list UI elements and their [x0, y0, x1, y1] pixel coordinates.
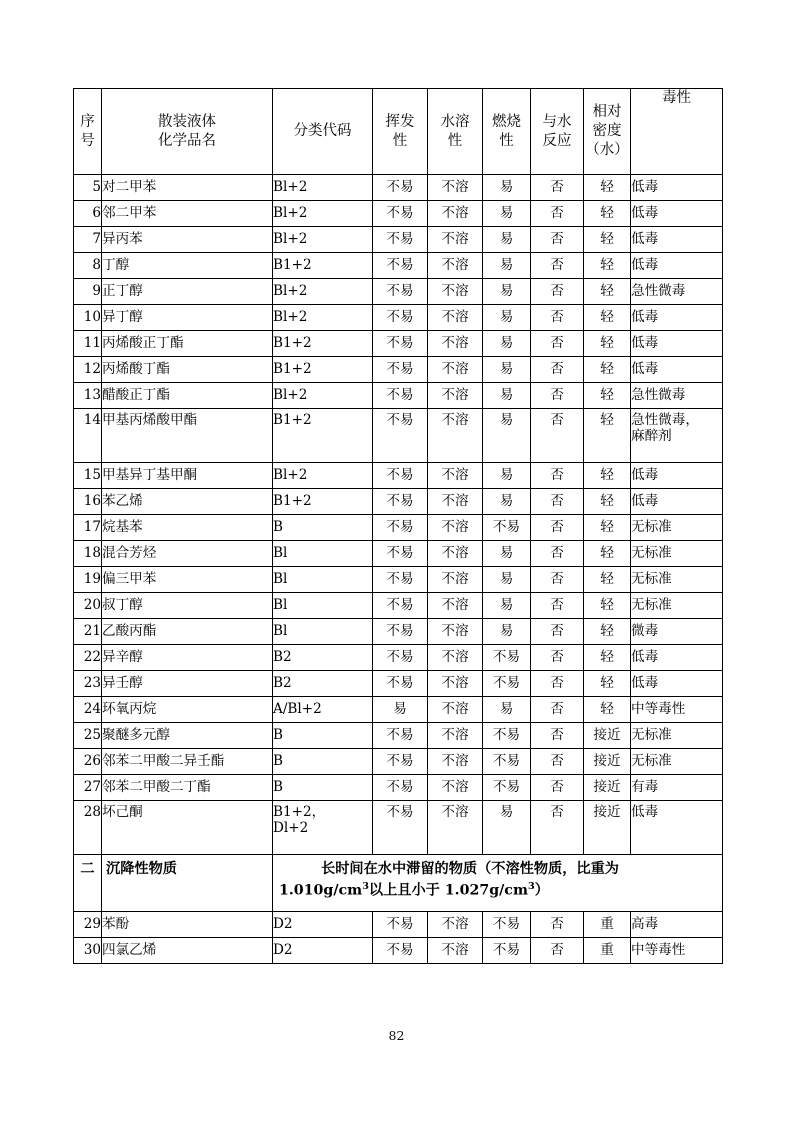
cell-relative-density: 接近: [584, 723, 631, 749]
cell-chemical-name: 邻苯二甲酸二丁酯: [102, 775, 273, 801]
cell-index: 6: [74, 201, 102, 227]
cell-relative-density: 轻: [584, 463, 631, 489]
table-body: [74, 175, 723, 964]
cell-solubility: 不溶: [428, 383, 483, 409]
cell-classification-code: B1+2， Dl+2: [273, 801, 373, 855]
cell-relative-density: 接近: [584, 749, 631, 775]
cell-toxicity: 有毒: [631, 775, 723, 801]
cell-solubility: 不溶: [428, 775, 483, 801]
cell-toxicity: 低毒: [631, 463, 723, 489]
header-volatility-line1: 挥发: [385, 113, 415, 130]
cell-solubility: 不溶: [428, 619, 483, 645]
cell-classification-code: Bl: [273, 567, 373, 593]
table-row: [74, 515, 723, 541]
cell-chemical-name: 丙烯酸正丁酯: [102, 331, 273, 357]
cell-classification-code: B2: [273, 645, 373, 671]
cell-toxicity: 低毒: [631, 357, 723, 383]
cell-solubility: 不溶: [428, 938, 483, 964]
table-row: [74, 331, 723, 357]
cell-toxicity: 微毒: [631, 619, 723, 645]
cell-combustibility: 易: [483, 593, 531, 619]
cell-classification-code: Bl+2: [273, 305, 373, 331]
cell-classification-code: A/Bl+2: [273, 697, 373, 723]
table-row: [74, 541, 723, 567]
table-row: [74, 357, 723, 383]
cell-classification-code: D2: [273, 912, 373, 938]
cell-classification-code: B1+2: [273, 253, 373, 279]
cell-relative-density: 轻: [584, 567, 631, 593]
page-number: 82: [388, 1028, 405, 1043]
cell-chemical-name: 叔丁醇: [102, 593, 273, 619]
cell-combustibility: 易: [483, 383, 531, 409]
cell-combustibility: 易: [483, 697, 531, 723]
cell-volatility: 不易: [373, 593, 428, 619]
table-header: [74, 89, 723, 175]
cell-toxicity: 中等毒性: [631, 938, 723, 964]
cell-relative-density: 轻: [584, 279, 631, 305]
cell-water-reaction: 否: [531, 912, 584, 938]
cell-index: 23: [74, 671, 102, 697]
section-title: 沉降性物质: [102, 855, 273, 912]
header-density-line2: 密度: [592, 123, 622, 140]
header-toxicity-line1: 毒性: [662, 90, 691, 106]
cell-relative-density: 轻: [584, 409, 631, 463]
cell-solubility: 不溶: [428, 463, 483, 489]
cell-index: 18: [74, 541, 102, 567]
cell-index: 5: [74, 175, 102, 201]
cell-solubility: 不溶: [428, 227, 483, 253]
cell-toxicity: 低毒: [631, 801, 723, 855]
cell-toxicity: 无标准: [631, 567, 723, 593]
cell-volatility: 不易: [373, 357, 428, 383]
cell-chemical-name: 乙酸丙酯: [102, 619, 273, 645]
cell-combustibility: 易: [483, 279, 531, 305]
cell-combustibility: 易: [483, 357, 531, 383]
cell-solubility: 不溶: [428, 801, 483, 855]
table-row: [74, 775, 723, 801]
cell-relative-density: 接近: [584, 801, 631, 855]
cell-relative-density: 轻: [584, 489, 631, 515]
cell-volatility: 不易: [373, 175, 428, 201]
cell-index: 21: [74, 619, 102, 645]
cell-toxicity: 低毒: [631, 253, 723, 279]
cell-volatility: 不易: [373, 253, 428, 279]
cell-solubility: 不溶: [428, 201, 483, 227]
cell-classification-code: Bl: [273, 593, 373, 619]
table-row: [74, 175, 723, 201]
cell-volatility: 不易: [373, 515, 428, 541]
cell-index: 25: [74, 723, 102, 749]
cell-toxicity: 无标准: [631, 541, 723, 567]
cell-solubility: 不溶: [428, 305, 483, 331]
cell-classification-code: B1+2: [273, 409, 373, 463]
cell-water-reaction: 否: [531, 383, 584, 409]
cell-water-reaction: 否: [531, 645, 584, 671]
cell-water-reaction: 否: [531, 567, 584, 593]
cell-water-reaction: 否: [531, 619, 584, 645]
cell-combustibility: 不易: [483, 645, 531, 671]
cell-chemical-name: 偏三甲苯: [102, 567, 273, 593]
cell-chemical-name: 环氧丙烷: [102, 697, 273, 723]
cell-index: 7: [74, 227, 102, 253]
section-description: [273, 855, 723, 912]
cell-classification-code: B: [273, 515, 373, 541]
cell-relative-density: 轻: [584, 253, 631, 279]
table-row: [74, 253, 723, 279]
cell-classification-code: B2: [273, 671, 373, 697]
cell-volatility: 不易: [373, 801, 428, 855]
header-solubility-line2: 性: [447, 132, 463, 149]
header-density-line3: （水）: [585, 141, 629, 158]
cell-volatility: 不易: [373, 749, 428, 775]
cell-relative-density: 轻: [584, 697, 631, 723]
cell-combustibility: 易: [483, 227, 531, 253]
cell-classification-code: Bl+2: [273, 227, 373, 253]
cell-chemical-name: 异丙苯: [102, 227, 273, 253]
cell-volatility: 不易: [373, 567, 428, 593]
cell-toxicity: 高毒: [631, 912, 723, 938]
table-row: [74, 409, 723, 463]
cell-water-reaction: 否: [531, 463, 584, 489]
cell-combustibility: 易: [483, 463, 531, 489]
cell-relative-density: 轻: [584, 671, 631, 697]
header-relative-density: [584, 89, 631, 175]
cell-combustibility: 不易: [483, 723, 531, 749]
cell-combustibility: 不易: [483, 671, 531, 697]
cell-toxicity: 低毒: [631, 489, 723, 515]
cell-relative-density: 轻: [584, 593, 631, 619]
header-name-line1: 散装液体: [158, 113, 216, 130]
cell-relative-density: 轻: [584, 383, 631, 409]
cell-index: 22: [74, 645, 102, 671]
cell-water-reaction: 否: [531, 671, 584, 697]
header-solubility-line1: 水溶: [440, 113, 470, 130]
header-code-line1: 分类代码: [293, 123, 352, 140]
table-row: [74, 912, 723, 938]
cell-toxicity: 急性微毒， 麻醉剂: [631, 409, 723, 463]
cell-relative-density: 轻: [584, 619, 631, 645]
cell-solubility: 不溶: [428, 567, 483, 593]
cell-toxicity: 低毒: [631, 175, 723, 201]
cell-relative-density: 轻: [584, 515, 631, 541]
cell-toxicity: 低毒: [631, 331, 723, 357]
cell-combustibility: 易: [483, 801, 531, 855]
table-row: [74, 938, 723, 964]
header-index: [74, 89, 102, 175]
table-row: [74, 567, 723, 593]
cell-classification-code: B: [273, 749, 373, 775]
header-solubility: [428, 89, 483, 175]
cell-combustibility: 易: [483, 201, 531, 227]
table-row: [74, 201, 723, 227]
cell-water-reaction: 否: [531, 175, 584, 201]
cell-volatility: 不易: [373, 383, 428, 409]
cell-classification-code: B1+2: [273, 357, 373, 383]
cell-volatility: 易: [373, 697, 428, 723]
table-row: [74, 801, 723, 855]
cell-combustibility: 易: [483, 567, 531, 593]
cell-toxicity: 急性微毒: [631, 383, 723, 409]
table-row: [74, 645, 723, 671]
cell-chemical-name: 正丁醇: [102, 279, 273, 305]
cell-chemical-name: 苯酚: [102, 912, 273, 938]
cell-chemical-name: 邻苯二甲酸二异壬酯: [102, 749, 273, 775]
cell-volatility: 不易: [373, 463, 428, 489]
cell-combustibility: 不易: [483, 749, 531, 775]
cell-classification-code: Bl+2: [273, 201, 373, 227]
header-toxicity: [631, 89, 723, 175]
header-volatility: [373, 89, 428, 175]
cell-volatility: 不易: [373, 409, 428, 463]
cell-index: 8: [74, 253, 102, 279]
cell-volatility: 不易: [373, 331, 428, 357]
table-row: [74, 383, 723, 409]
cell-solubility: 不溶: [428, 489, 483, 515]
cell-chemical-name: 醋酸正丁酯: [102, 383, 273, 409]
cell-chemical-name: 烷基苯: [102, 515, 273, 541]
header-combustibility: [483, 89, 531, 175]
bulk-liquid-chemicals-table: [73, 88, 723, 964]
table-row: [74, 749, 723, 775]
cell-solubility: 不溶: [428, 697, 483, 723]
cell-toxicity: 低毒: [631, 305, 723, 331]
cell-index: 30: [74, 938, 102, 964]
cell-combustibility: 不易: [483, 938, 531, 964]
cell-solubility: 不溶: [428, 515, 483, 541]
header-name-line2: 化学品名: [158, 132, 216, 149]
cell-toxicity: 急性微毒: [631, 279, 723, 305]
table-row: [74, 593, 723, 619]
cell-index: 14: [74, 409, 102, 463]
cell-solubility: 不溶: [428, 593, 483, 619]
cell-combustibility: 易: [483, 253, 531, 279]
cell-water-reaction: 否: [531, 749, 584, 775]
cell-index: 24: [74, 697, 102, 723]
cell-index: 20: [74, 593, 102, 619]
header-water-reaction-line2: 反应: [542, 132, 572, 149]
cell-water-reaction: 否: [531, 593, 584, 619]
cell-index: 10: [74, 305, 102, 331]
cell-classification-code: D2: [273, 938, 373, 964]
header-index-line2: 号: [80, 132, 95, 149]
cell-water-reaction: 否: [531, 515, 584, 541]
header-water-reaction-line1: 与水: [542, 113, 572, 130]
cell-classification-code: Bl: [273, 541, 373, 567]
cell-water-reaction: 否: [531, 775, 584, 801]
cell-index: 13: [74, 383, 102, 409]
cell-water-reaction: 否: [531, 938, 584, 964]
cell-combustibility: 易: [483, 305, 531, 331]
cell-volatility: 不易: [373, 645, 428, 671]
cell-relative-density: 轻: [584, 305, 631, 331]
cell-water-reaction: 否: [531, 541, 584, 567]
table-row: [74, 723, 723, 749]
cell-toxicity: 低毒: [631, 227, 723, 253]
header-row: [74, 89, 723, 175]
section-header-row: [74, 855, 723, 912]
cell-water-reaction: 否: [531, 331, 584, 357]
cell-classification-code: B: [273, 775, 373, 801]
cell-water-reaction: 否: [531, 253, 584, 279]
cell-solubility: 不溶: [428, 723, 483, 749]
cell-water-reaction: 否: [531, 409, 584, 463]
cell-chemical-name: 四氯乙烯: [102, 938, 273, 964]
table-row: [74, 305, 723, 331]
cell-relative-density: 轻: [584, 227, 631, 253]
cell-water-reaction: 否: [531, 279, 584, 305]
cell-chemical-name: 甲基异丁基甲酮: [102, 463, 273, 489]
header-classification-code: [273, 89, 373, 175]
table-row: [74, 489, 723, 515]
cell-chemical-name: 异壬醇: [102, 671, 273, 697]
cell-volatility: 不易: [373, 279, 428, 305]
cell-classification-code: Bl: [273, 619, 373, 645]
cell-water-reaction: 否: [531, 227, 584, 253]
cell-chemical-name: 坏己酮: [102, 801, 273, 855]
cell-index: 26: [74, 749, 102, 775]
cell-toxicity: 低毒: [631, 671, 723, 697]
cell-solubility: 不溶: [428, 671, 483, 697]
cell-combustibility: 不易: [483, 775, 531, 801]
cell-chemical-name: 聚醚多元醇: [102, 723, 273, 749]
cell-index: 11: [74, 331, 102, 357]
cell-solubility: 不溶: [428, 331, 483, 357]
cell-volatility: 不易: [373, 489, 428, 515]
cell-volatility: 不易: [373, 938, 428, 964]
cell-toxicity: 无标准: [631, 515, 723, 541]
cell-chemical-name: 丁醇: [102, 253, 273, 279]
header-volatility-line2: 性: [392, 132, 408, 149]
cell-index: 29: [74, 912, 102, 938]
cell-classification-code: Bl+2: [273, 279, 373, 305]
cell-relative-density: 轻: [584, 201, 631, 227]
cell-combustibility: 易: [483, 175, 531, 201]
cell-solubility: 不溶: [428, 541, 483, 567]
header-index-line1: 序: [80, 113, 95, 130]
cell-combustibility: 易: [483, 619, 531, 645]
header-density-line1: 相对: [592, 104, 622, 121]
cell-solubility: 不溶: [428, 409, 483, 463]
cell-chemical-name: 对二甲苯: [102, 175, 273, 201]
table-row: [74, 279, 723, 305]
header-chemical-name: [102, 89, 273, 175]
cell-combustibility: 易: [483, 331, 531, 357]
table-row: [74, 697, 723, 723]
cell-index: 19: [74, 567, 102, 593]
cell-chemical-name: 丙烯酸丁酯: [102, 357, 273, 383]
cell-index: 27: [74, 775, 102, 801]
cell-classification-code: Bl+2: [273, 175, 373, 201]
table-row: [74, 227, 723, 253]
cell-classification-code: Bl+2: [273, 463, 373, 489]
cell-classification-code: B1+2: [273, 489, 373, 515]
cell-volatility: 不易: [373, 912, 428, 938]
table-row: [74, 463, 723, 489]
cell-combustibility: 易: [483, 409, 531, 463]
cell-water-reaction: 否: [531, 357, 584, 383]
cell-index: 28: [74, 801, 102, 855]
cell-toxicity: 低毒: [631, 201, 723, 227]
section-index: 二: [74, 855, 102, 912]
cell-volatility: 不易: [373, 305, 428, 331]
cell-index: 9: [74, 279, 102, 305]
cell-classification-code: Bl+2: [273, 383, 373, 409]
cell-water-reaction: 否: [531, 201, 584, 227]
cell-volatility: 不易: [373, 671, 428, 697]
cell-relative-density: 重: [584, 938, 631, 964]
chemical-table-container: [73, 88, 722, 964]
cell-solubility: 不溶: [428, 749, 483, 775]
table-row: [74, 671, 723, 697]
cell-chemical-name: 异辛醇: [102, 645, 273, 671]
cell-combustibility: 不易: [483, 515, 531, 541]
cell-index: 12: [74, 357, 102, 383]
cell-chemical-name: 混合芳烃: [102, 541, 273, 567]
cell-chemical-name: 苯乙烯: [102, 489, 273, 515]
header-water-reaction: [531, 89, 584, 175]
cell-water-reaction: 否: [531, 801, 584, 855]
cell-volatility: 不易: [373, 619, 428, 645]
cell-volatility: 不易: [373, 723, 428, 749]
cell-toxicity: 无标准: [631, 749, 723, 775]
table-row: [74, 619, 723, 645]
section-description-line1: 长时间在水中滞留的物质（不溶性物质，比重为: [321, 861, 619, 877]
header-combustibility-line1: 燃烧: [492, 113, 521, 130]
cell-toxicity: 中等毒性: [631, 697, 723, 723]
cell-relative-density: 轻: [584, 331, 631, 357]
cell-relative-density: 接近: [584, 775, 631, 801]
cell-relative-density: 重: [584, 912, 631, 938]
cell-chemical-name: 甲基丙烯酸甲酯: [102, 409, 273, 463]
cell-solubility: 不溶: [428, 645, 483, 671]
cell-volatility: 不易: [373, 201, 428, 227]
cell-relative-density: 轻: [584, 645, 631, 671]
cell-combustibility: 易: [483, 541, 531, 567]
cell-index: 17: [74, 515, 102, 541]
cell-solubility: 不溶: [428, 357, 483, 383]
cell-toxicity: 无标准: [631, 723, 723, 749]
cell-classification-code: B1+2: [273, 331, 373, 357]
cell-toxicity: 低毒: [631, 645, 723, 671]
cell-index: 15: [74, 463, 102, 489]
section-description-line2: $1.010g/cm^3$以上且小于 $1.027g/cm^3$）: [279, 880, 549, 899]
cell-solubility: 不溶: [428, 912, 483, 938]
cell-chemical-name: 邻二甲苯: [102, 201, 273, 227]
cell-relative-density: 轻: [584, 175, 631, 201]
cell-index: 16: [74, 489, 102, 515]
cell-volatility: 不易: [373, 227, 428, 253]
cell-volatility: 不易: [373, 775, 428, 801]
cell-solubility: 不溶: [428, 279, 483, 305]
cell-water-reaction: 否: [531, 489, 584, 515]
cell-volatility: 不易: [373, 541, 428, 567]
cell-combustibility: 不易: [483, 912, 531, 938]
cell-water-reaction: 否: [531, 697, 584, 723]
cell-combustibility: 易: [483, 489, 531, 515]
cell-relative-density: 轻: [584, 357, 631, 383]
cell-water-reaction: 否: [531, 305, 584, 331]
cell-water-reaction: 否: [531, 723, 584, 749]
cell-solubility: 不溶: [428, 253, 483, 279]
cell-solubility: 不溶: [428, 175, 483, 201]
header-combustibility-line2: 性: [499, 132, 514, 149]
cell-chemical-name: 异丁醇: [102, 305, 273, 331]
cell-classification-code: B: [273, 723, 373, 749]
cell-relative-density: 轻: [584, 541, 631, 567]
cell-toxicity: 无标准: [631, 593, 723, 619]
